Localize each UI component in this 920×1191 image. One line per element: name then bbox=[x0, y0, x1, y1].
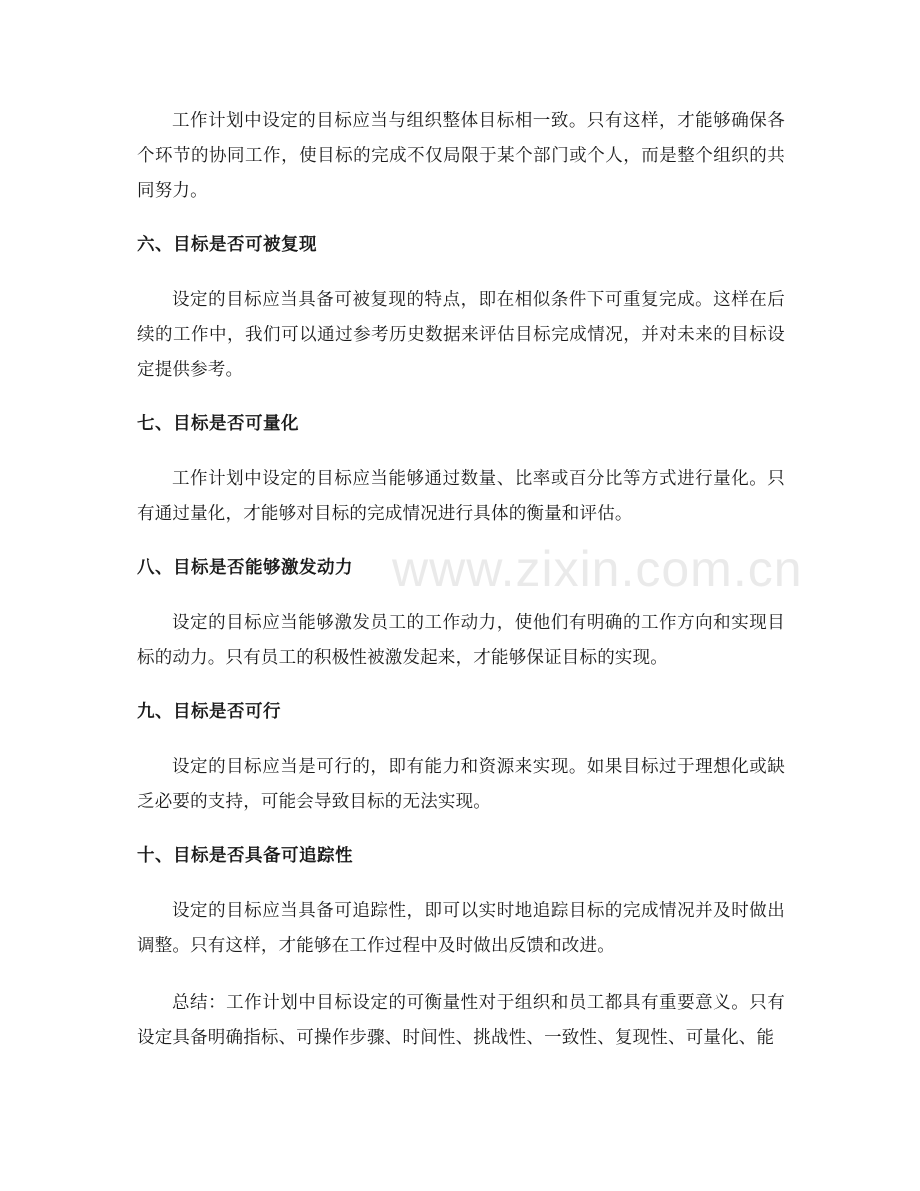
paragraph-motivation: 设定的目标应当能够激发员工的工作动力，使他们有明确的工作方向和实现目标的动力。只有员工的积极性被激发起来，才能够保证目标的实现。 bbox=[137, 613, 785, 668]
paragraph-reproducibility: 设定的目标应当具备可被复现的特点，即在相似条件下可重复完成。这样在后续的工作中，我们可以通过参考历史数据来评估目标完成情况，并对未来的目标设定提供参考。 bbox=[137, 290, 785, 380]
paragraph-traceability: 设定的目标应当具备可追踪性，即可以实时地追踪目标的完成情况并及时做出调整。只有这样，才能够在工作过程中及时做出反馈和改进。 bbox=[137, 901, 785, 956]
heading-section-9: 九、目标是否可行 bbox=[137, 702, 281, 722]
heading-section-10: 十、目标是否具备可追踪性 bbox=[137, 846, 353, 866]
paragraph-summary: 总结：工作计划中目标设定的可衡量性对于组织和员工都具有重要意义。只有设定具备明确指标、可操作步骤、时间性、挑战性、一致性、复现性、可量化、能 bbox=[137, 993, 785, 1048]
paragraph-quantifiable: 工作计划中设定的目标应当能够通过数量、比率或百分比等方式进行量化。只有通过量化，才能够对目标的完成情况进行具体的衡量和评估。 bbox=[137, 469, 785, 524]
document-body bbox=[137, 104, 785, 1078]
heading-section-8: 八、目标是否能够激发动力 bbox=[137, 558, 353, 578]
paragraph-feasibility: 设定的目标应当是可行的，即有能力和资源来实现。如果目标过于理想化或缺乏必要的支持，可能会导致目标的无法实现。 bbox=[137, 757, 785, 812]
heading-section-6: 六、目标是否可被复现 bbox=[137, 235, 317, 255]
heading-section-7: 七、目标是否可量化 bbox=[137, 414, 299, 434]
watermark: www.zixin.com.cn bbox=[392, 541, 803, 597]
paragraph-consistency: 工作计划中设定的目标应当与组织整体目标相一致。只有这样，才能够确保各个环节的协同工作，使目标的完成不仅局限于某个部门或个人，而是整个组织的共同努力。 bbox=[137, 111, 785, 201]
